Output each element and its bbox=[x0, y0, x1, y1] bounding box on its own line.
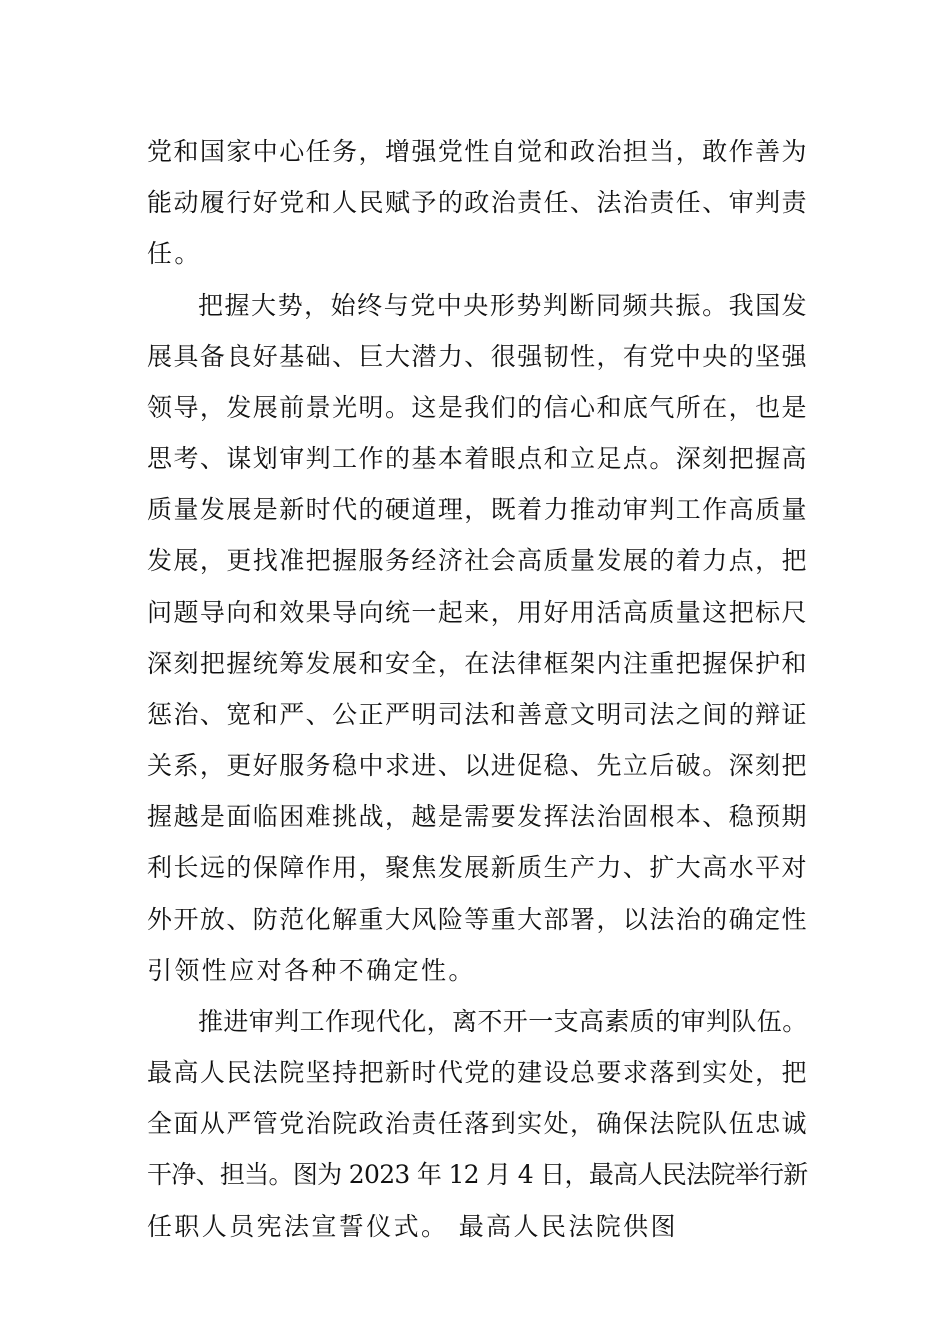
text-line: 干净、担当。图为 2023 年 12 月 4 日，最高人民法院举行新 bbox=[147, 1160, 808, 1189]
text-line: 问题导向和效果导向统一起来，用好用活高质量这把标尺 bbox=[147, 598, 809, 627]
text-line: 领导，发展前景光明。这是我们的信心和底气所在，也是 bbox=[147, 393, 809, 422]
text-line: 引领性应对各种不确定性。 bbox=[147, 956, 476, 985]
paragraph-start-line: 推进审判工作现代化，离不开一支高素质的审判队伍。 bbox=[198, 1007, 808, 1036]
text-line: 党和国家中心任务，增强党性自觉和政治担当，敢作善为 bbox=[147, 137, 809, 166]
paragraph-start-line: 把握大势，始终与党中央形势判断同频共振。我国发 bbox=[198, 291, 809, 320]
text-line: 握越是面临困难挑战，越是需要发挥法治固根本、稳预期 bbox=[147, 802, 809, 831]
text-line: 关系，更好服务稳中求进、以进促稳、先立后破。深刻把 bbox=[147, 751, 809, 780]
text-line: 任。 bbox=[147, 239, 202, 268]
text-line: 思考、谋划审判工作的基本着眼点和立足点。深刻把握高 bbox=[147, 444, 809, 473]
photo-caption-line: 任职人员宪法宣誓仪式。 最高人民法院供图 bbox=[147, 1212, 678, 1241]
text-line: 惩治、宽和严、公正严明司法和善意文明司法之间的辩证 bbox=[147, 700, 809, 729]
text-line: 全面从严管党治院政治责任落到实处，确保法院队伍忠诚 bbox=[147, 1109, 809, 1138]
text-line: 外开放、防范化解重大风险等重大部署，以法治的确定性 bbox=[147, 905, 809, 934]
text-line: 最高人民法院坚持把新时代党的建设总要求落到实处，把 bbox=[147, 1058, 809, 1087]
text-line: 能动履行好党和人民赋予的政治责任、法治责任、审判责 bbox=[147, 188, 809, 217]
text-line: 发展，更找准把握服务经济社会高质量发展的着力点，把 bbox=[147, 546, 809, 575]
text-line: 利长远的保障作用，聚焦发展新质生产力、扩大高水平对 bbox=[147, 853, 809, 882]
text-line: 深刻把握统筹发展和安全，在法律框架内注重把握保护和 bbox=[147, 649, 809, 678]
text-line: 展具备良好基础、巨大潜力、很强韧性，有党中央的坚强 bbox=[147, 342, 809, 371]
text-line: 质量发展是新时代的硬道理，既着力推动审判工作高质量 bbox=[147, 495, 809, 524]
